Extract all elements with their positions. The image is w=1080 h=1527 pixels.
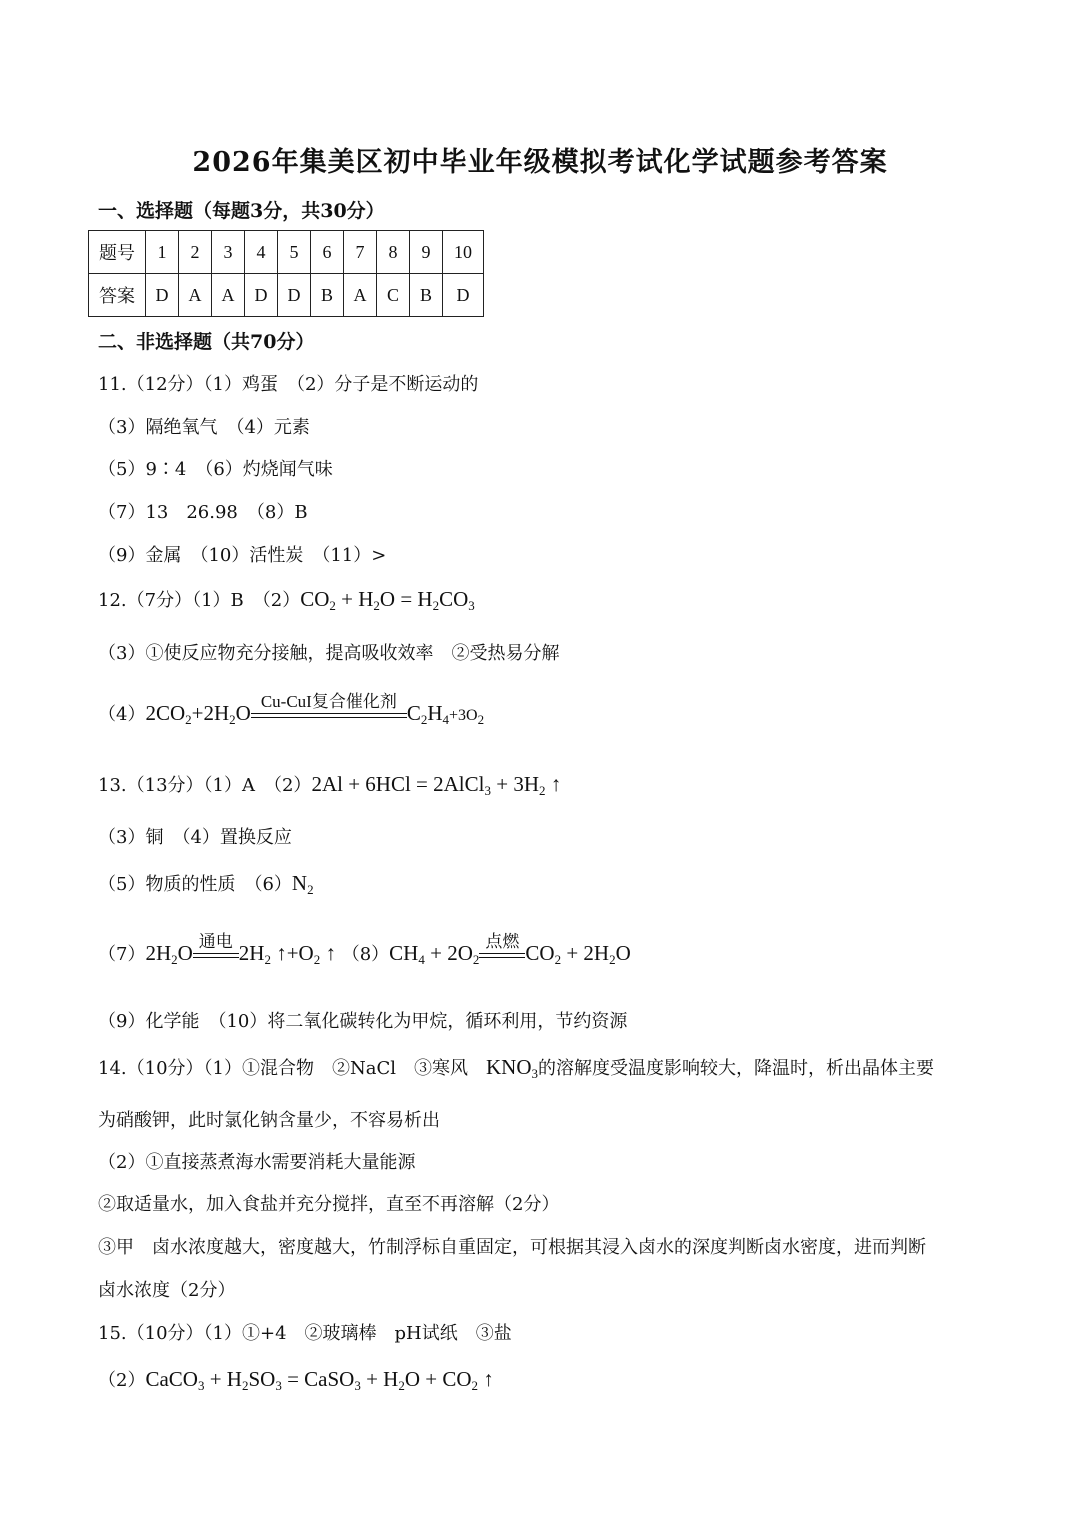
formula-kno3: $KNO_3$ xyxy=(486,1055,538,1081)
q13-item8-label: （8） xyxy=(341,944,390,965)
answer-cell: A xyxy=(179,274,212,317)
table-header-cell: 题号 xyxy=(89,231,146,274)
page-title: 2026年集美区初中毕业年级模拟考试化学试题参考答案 xyxy=(192,147,888,178)
q14-line-5: ③甲 卤水浓度越大，密度越大，竹制浮标自重固定，可根据其浸入卤水的深度判断卤水密度，进而判断 xyxy=(98,1237,926,1258)
q13-line-4 xyxy=(98,932,631,967)
q14-line-4: ②取适量水，加入食盐并充分搅拌，直至不再溶解（2分） xyxy=(98,1194,560,1215)
q14-line-1-rest: 的溶解度受温度影响较大，降温时，析出晶体主要 xyxy=(538,1058,934,1079)
q14-line-1 xyxy=(98,1054,934,1080)
question-number-cell: 8 xyxy=(377,231,410,274)
question-number-cell: 9 xyxy=(410,231,443,274)
q15-line-2 xyxy=(98,1366,494,1392)
question-number-cell: 10 xyxy=(443,231,484,274)
q13-item7-label: （7） xyxy=(98,944,146,965)
q13-line-3 xyxy=(98,870,314,896)
q13-line-3-text: （5）物质的性质 （6） xyxy=(98,874,292,895)
formula-n2: $N_2$ xyxy=(291,871,314,897)
q14-line-1-text: 14.（10分）（1）①混合物 ②NaCl ③寒风 xyxy=(98,1058,486,1079)
answer-cell: B xyxy=(311,274,344,317)
answer-cell: C xyxy=(377,274,410,317)
answer-cell: A xyxy=(212,274,245,317)
answer-cell: A xyxy=(344,274,377,317)
q11-line-5: （9）金属 （10）活性炭 （11）> xyxy=(98,545,387,566)
question-number-cell: 7 xyxy=(344,231,377,274)
section-multiple-choice: 一、选择题（每题3分，共30分） xyxy=(98,200,385,222)
q13-line-5: （9）化学能 （10）将二氧化碳转化为甲烷，循环利用，节约资源 xyxy=(98,1011,628,1032)
q14-line-2: 为硝酸钾，此时氯化钠含量少，不容易析出 xyxy=(98,1110,440,1131)
question-number-cell: 1 xyxy=(146,231,179,274)
equation-co2-h2o: $CO_2 + H_2O = H_2CO_3$ xyxy=(300,587,475,613)
table-header-cell: 答案 xyxy=(89,274,146,317)
answer-cell: D xyxy=(146,274,179,317)
answer-cell: D xyxy=(245,274,278,317)
equation-al-hcl: 2Al + 6HCl = 2AlCl$_3$ + $3H_2$ ↑ xyxy=(311,772,562,798)
question-number-cell: 6 xyxy=(311,231,344,274)
q11-line-3: （5）9∶4 （6）灼烧闻气味 xyxy=(98,459,333,480)
question-number-cell: 2 xyxy=(179,231,212,274)
answer-cell: D xyxy=(278,274,311,317)
answer-table xyxy=(88,230,484,317)
question-number-cell: 5 xyxy=(278,231,311,274)
q13-line-1 xyxy=(98,771,561,797)
question-number-cell: 3 xyxy=(212,231,245,274)
q12-line-2: （3）①使反应物充分接触，提高吸收效率 ②受热易分解 xyxy=(98,643,560,664)
q12-line-1 xyxy=(98,586,475,612)
question-number-cell: 4 xyxy=(245,231,278,274)
q12-line-1-text: 12.（7分）（1）B （2） xyxy=(98,590,301,611)
q11-line-4: （7）13 26.98 （8）B xyxy=(98,502,308,523)
q14-line-6: 卤水浓度（2分） xyxy=(98,1280,236,1301)
q11-line-2: （3）隔绝氧气 （4）元素 xyxy=(98,417,310,438)
equation-methane-combustion: $CH_4 + 2O_2$ 点燃 $CO_2 + 2H_2O$ xyxy=(389,941,631,965)
q13-line-2: （3）铜 （4）置换反应 xyxy=(98,827,292,848)
q15-line-2-text: （2） xyxy=(98,1370,146,1391)
q12-line-3 xyxy=(98,692,485,727)
condition-electrify: 通电 xyxy=(198,932,233,951)
condition-ignite: 点燃 xyxy=(485,932,520,951)
table-row xyxy=(89,274,484,317)
catalyst-condition: Cu-CuI复合催化剂 xyxy=(260,692,397,711)
equation-co2-to-ethylene: $2CO_2+2H_2O$ Cu-CuI复合催化剂 $C_2H_4+3O_2$ xyxy=(145,701,484,725)
q15-line-1: 15.（10分）（1）①+4 ②玻璃棒 pH试纸 ③盐 xyxy=(98,1323,512,1344)
q14-line-3: （2）①直接蒸煮海水需要消耗大量能源 xyxy=(98,1152,416,1173)
equation-water-electrolysis: $2H_2O$ 通电 $2H_2$ $↑+O_2$ ↑ xyxy=(145,941,336,965)
q12-line-3-text: （4） xyxy=(98,704,146,725)
q13-line-1-text: 13.（13分）（1）A （2） xyxy=(98,775,312,796)
answer-cell: D xyxy=(443,274,484,317)
equation-caco3-h2so3: CaCO$_3$ + $H_2SO_3$ = CaSO$_3$ + $H_2O + CO_2$ ↑ xyxy=(145,1367,494,1393)
answer-cell: B xyxy=(410,274,443,317)
table-row xyxy=(89,231,484,274)
section-non-choice: 二、非选择题（共70分） xyxy=(98,331,315,353)
q11-line-1: 11.（12分）（1）鸡蛋 （2）分子是不断运动的 xyxy=(98,374,479,395)
